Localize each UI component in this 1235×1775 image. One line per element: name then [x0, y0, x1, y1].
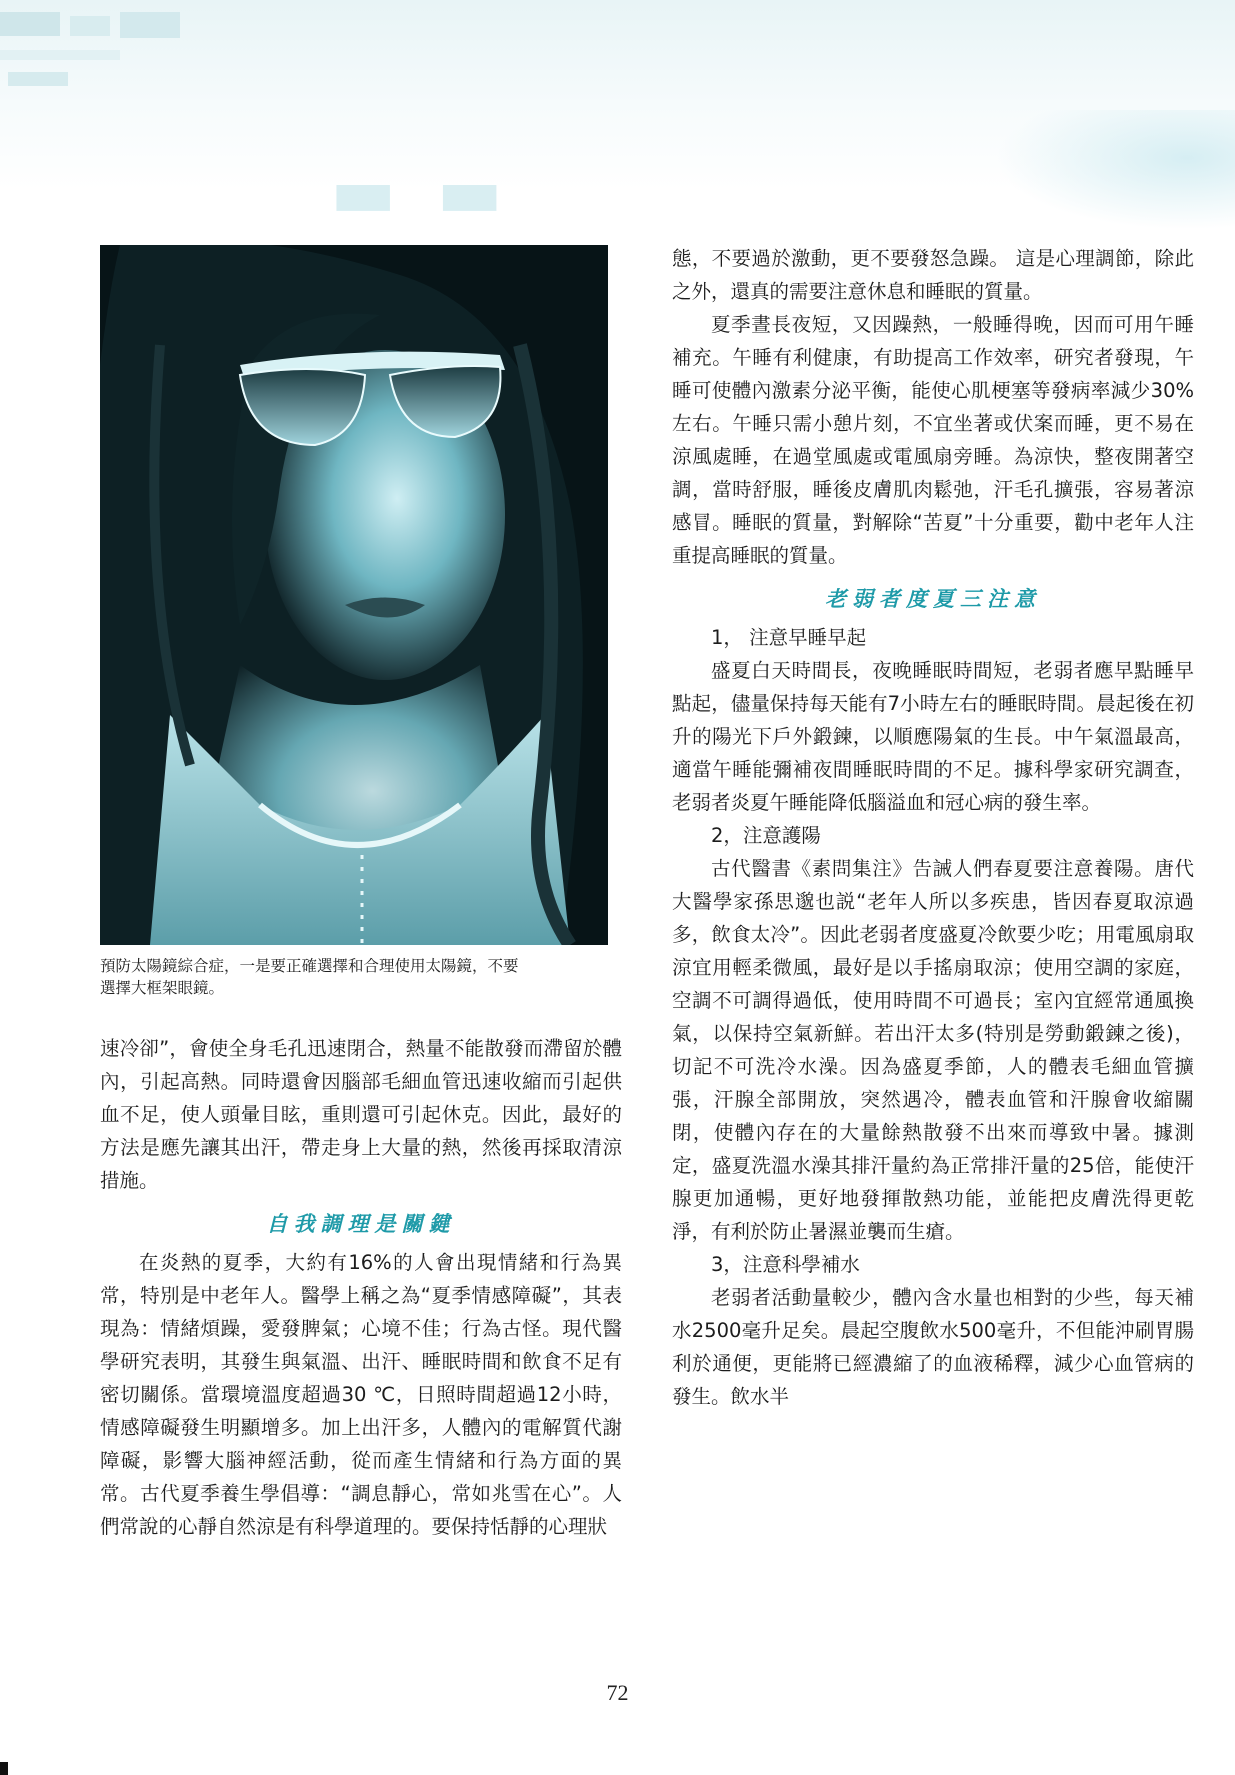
header-logo-blocks	[0, 0, 190, 95]
left-paragraph-1: 速冷卻”，會使全身毛孔迅速閉合，熱量不能散發而滯留於體內，引起高熱。同時還會因腦部毛細血管迅速收縮而引起供血不足，使人頭暈目眩，重則還可引起休克。因此，最好的方法是應先讓其出汗，帶走身上大量的熱，然後再採取清涼措施。	[100, 1037, 622, 1192]
item-1-title: 1， 注意早睡早起	[711, 626, 867, 649]
caption-line-2: 選擇大框架眼鏡。	[100, 979, 225, 997]
section-heading-elderly-summer: 老弱者度夏三注意	[825, 586, 1041, 611]
right-text-column	[672, 242, 1194, 1413]
header-watermark-glyphs: ▬ ▬	[330, 150, 511, 233]
item-1-text: 盛夏白天時間長，夜晚睡眠時間短，老弱者應早點睡早點起，儘量保持每天能有7小時左右的睡眠時間。晨起後在初升的陽光下戶外鍛鍊，以順應陽氣的生長。中午氣溫最高，適當午睡能彌補夜間睡眠時間的不足。據科學家研究調查，老弱者炎夏午睡能降低腦溢血和冠心病的發生率。	[672, 659, 1194, 814]
woman-sunglasses-photo	[100, 245, 608, 945]
left-text-column	[100, 1032, 622, 1543]
item-2-text: 古代醫書《素問集注》告誡人們春夏要注意養陽。唐代大醫學家孫思邈也説“老年人所以多疾患，皆因春夏取涼過多，飲食太冷”。因此老弱者度盛夏冷飲要少吃；用電風扇取涼宜用輕柔微風，最好是以手搖扇取涼；使用空調的家庭，空調不可調得過低，使用時間不可過長；室內宜經常通風換氣，以保持空氣新鮮。若出汗太多(特別是勞動鍛鍊之後)，切記不可洗冷水澡。因為盛夏季節，人的體表毛細血管擴張，汗腺全部開放，突然遇冷，體表血管和汗腺會收縮關閉，使體內存在的大量餘熱散發不出來而導致中暑。據測定，盛夏洗溫水澡其排汗量約為正常排汗量的25倍，能使汗腺更加通暢，更好地發揮散熱功能，並能把皮膚洗得更乾淨，有利於防止暑濕並襲而生瘡。	[672, 857, 1194, 1243]
caption-line-1: 預防太陽鏡綜合症，一是要正確選擇和合理使用太陽鏡，不要	[100, 957, 519, 975]
header-corner-shape	[995, 110, 1235, 230]
left-paragraph-2: 在炎熱的夏季，大約有16%的人會出現情緒和行為異常，特別是中老年人。醫學上稱之為“夏季情感障礙”，其表現為：情緒煩躁，愛發脾氣；心境不佳；行為古怪。現代醫學研究表明，其發生與氣溫、出汗、睡眠時間和飲食不足有密切關係。當環境溫度超過30 ℃，日照時間超過12小時，情感障礙發生明顯增多。加上出汗多，人體內的電解質代謝障礙，影響大腦神經活動，從而產生情緒和行為方面的異常。古代夏季養生學倡導：“調息靜心，常如兆雪在心”。人們常說的心靜自然涼是有科學道理的。要保持恬靜的心理狀	[100, 1251, 622, 1538]
page-number: 72	[606, 1680, 629, 1705]
section-heading-self-care: 自我調理是關鍵	[266, 1211, 456, 1236]
right-paragraph-2: 夏季晝長夜短，又因躁熱，一般睡得晚，因而可用午睡補充。午睡有利健康，有助提高工作效率，研究者發現，午睡可使體內激素分泌平衡，能使心肌梗塞等發病率減少30%左右。午睡只需小憩片刻，不宜坐著或伏案而睡，更不易在涼風處睡，在過堂風處或電風扇旁睡。為涼快，整夜開著空調，當時舒服，睡後皮膚肌肉鬆弛，汗毛孔擴張，容易著涼感冒。睡眠的質量，對解除“苦夏”十分重要，勸中老年人注重提高睡眠的質量。	[672, 313, 1194, 567]
item-2-title: 2，注意護陽	[711, 824, 821, 847]
item-3-title: 3，注意科學補水	[711, 1253, 860, 1276]
right-paragraph-1: 態，不要過於激動，更不要發怒急躁。 這是心理調節，除此之外，還真的需要注意休息和睡眠的質量。	[672, 247, 1194, 303]
photo-caption	[100, 955, 620, 999]
item-3-text: 老弱者活動量較少，體內含水量也相對的少些，每天補水2500毫升足矣。晨起空腹飲水500毫升，不但能沖刷胃腸利於通便，更能將已經濃縮了的血液稀釋，減少心血管病的發生。飲水半	[672, 1286, 1194, 1408]
corner-crop-mark	[0, 1762, 8, 1775]
